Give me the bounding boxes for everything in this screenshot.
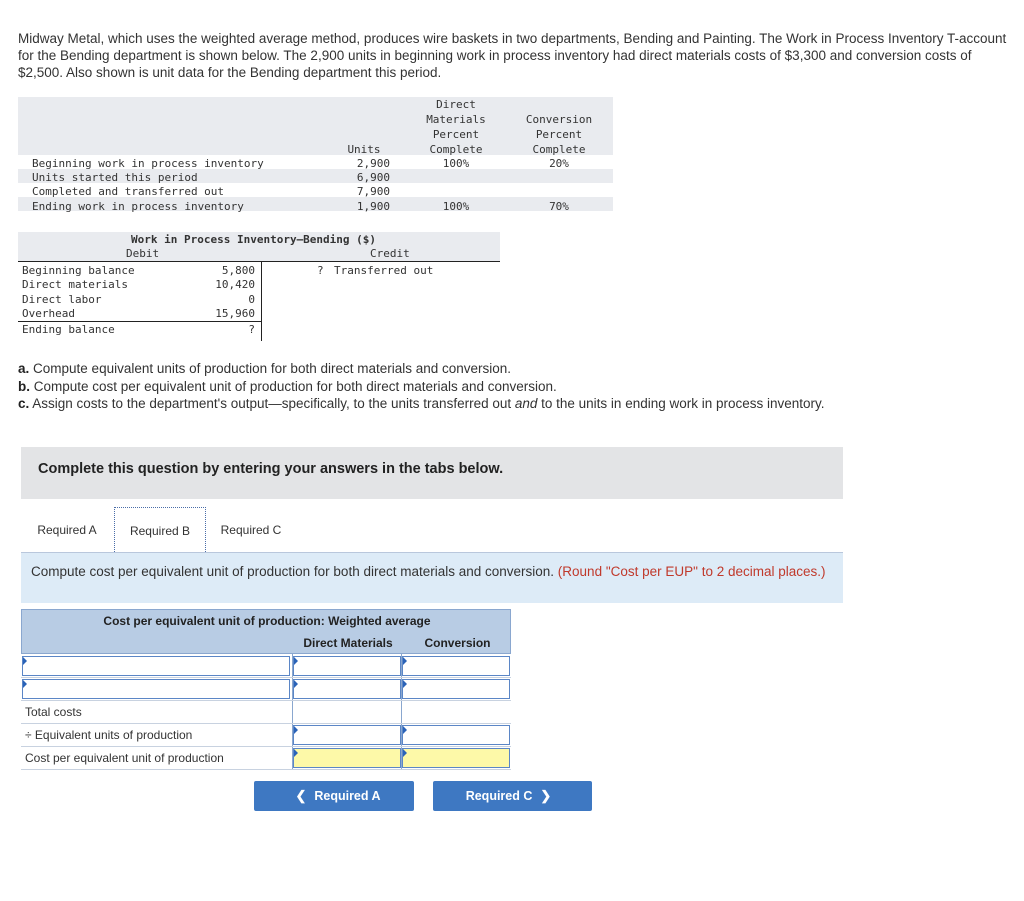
conv-header-line: Conversion: [525, 113, 593, 126]
rounding-note: (Round "Cost per EUP" to 2 decimal places.): [557, 564, 826, 579]
task-a-text: Compute equivalent units of production for both direct materials and conversion.: [33, 361, 512, 376]
task-c-text-end: to the units in ending work in process inventory.: [537, 396, 825, 411]
debit-value: 0: [248, 293, 255, 306]
conversion-eup-input[interactable]: [402, 725, 510, 745]
instruction-panel: [21, 553, 843, 603]
debit-label: Beginning balance: [22, 264, 135, 277]
task-c-tag: c.: [18, 396, 30, 411]
row-dm-percent: 100%: [442, 157, 470, 170]
debit-label: Overhead: [22, 307, 75, 320]
row-label: Units started this period: [32, 171, 198, 184]
tab-required-c[interactable]: Required C: [220, 523, 282, 537]
task-c-emphasis: and: [514, 396, 538, 411]
chevron-left-icon: ❮: [295, 788, 307, 803]
conversion-cost-input[interactable]: [402, 656, 510, 676]
t-account-top-rule: [18, 261, 500, 262]
t-account-balance-rule: [18, 321, 261, 322]
instruction-text: [31, 564, 831, 580]
dm-cost-input[interactable]: [293, 656, 401, 676]
input-marker-icon: [294, 726, 298, 734]
row-label-input[interactable]: [22, 679, 290, 699]
ending-balance-value: ?: [248, 323, 255, 336]
input-marker-icon: [294, 680, 298, 688]
row-label-input[interactable]: [22, 656, 290, 676]
dm-header: [413, 97, 499, 157]
equivalent-units-label: ÷ Equivalent units of production: [25, 728, 193, 742]
dm-header-line: Direct: [436, 98, 476, 111]
cost-table-header: [21, 609, 511, 654]
task-a: [18, 360, 918, 378]
task-b-text: Compute cost per equivalent unit of production for both direct materials and conversion.: [33, 378, 557, 394]
row-units: 2,900: [356, 157, 390, 170]
ending-balance-label: Ending balance: [22, 323, 115, 336]
input-marker-icon: [294, 749, 298, 757]
task-b-tag: b.: [18, 378, 30, 394]
credit-label: Transferred out: [334, 264, 434, 277]
input-marker-icon: [23, 680, 27, 688]
row-units: 1,900: [356, 200, 390, 213]
problem-intro: Midway Metal, which uses the weighted average method, produces wire baskets in two departments, Bending and Painting. The Work in Process Inventory T-account for the Bending department is shown below. The 2,900 units in beginning work in process inventory had direct materials costs of $3,300 and conversion costs of $2,500. Also shown is unit data for the Bending department this period.: [18, 31, 1007, 80]
cost-per-eup-table: [21, 609, 511, 771]
task-c: [18, 395, 918, 413]
debit-value: 5,800: [221, 264, 255, 277]
conv-header: [516, 112, 602, 157]
units-data-table: [18, 97, 613, 215]
task-c-text: Assign costs to the department's output—specifically, to the units transferred out: [32, 396, 515, 411]
conversion-cost-input[interactable]: [402, 679, 510, 699]
dm-cost-input[interactable]: [293, 679, 401, 699]
input-marker-icon: [294, 657, 298, 665]
row-conv-percent: 70%: [549, 200, 569, 213]
prev-required-a-button[interactable]: [254, 781, 414, 811]
task-b: [18, 378, 918, 396]
credit-header: Credit: [370, 247, 410, 260]
conv-header-line: Complete: [532, 143, 586, 156]
debit-label: Direct labor: [22, 293, 102, 306]
total-costs-label: Total costs: [25, 705, 82, 719]
conversion-cost-per-eup-input[interactable]: [402, 748, 510, 768]
instructions-banner: [21, 447, 843, 499]
input-marker-icon: [403, 749, 407, 757]
dm-eup-input[interactable]: [293, 725, 401, 745]
tab-required-b[interactable]: Required B: [114, 507, 206, 554]
col-conversion: Conversion: [424, 636, 491, 650]
input-marker-icon: [23, 657, 27, 665]
t-account-title: Work in Process Inventory—Bending ($): [131, 233, 377, 246]
next-required-c-button[interactable]: [433, 781, 592, 811]
dm-header-line: Percent: [432, 128, 480, 141]
credit-value: ?: [317, 264, 324, 277]
debit-header: Debit: [126, 247, 160, 260]
chevron-right-icon: ❯: [540, 788, 552, 803]
row-label: Beginning work in process inventory: [32, 157, 264, 170]
debit-value: 10,420: [215, 278, 255, 291]
table-row: [21, 701, 511, 724]
row-dm-percent: 100%: [442, 200, 470, 213]
prev-button-label: Required A: [314, 789, 381, 803]
input-marker-icon: [403, 657, 407, 665]
row-label: Completed and transferred out: [32, 185, 225, 198]
tab-required-a[interactable]: Required A: [37, 523, 97, 537]
banner-text: Complete this question by entering your answers in the tabs below.: [38, 461, 504, 477]
debit-value: 15,960: [215, 307, 255, 320]
t-account-bending: [18, 232, 503, 342]
row-conv-percent: 20%: [549, 157, 569, 170]
instruction-main: Compute cost per equivalent unit of production for both direct materials and conversion.: [31, 564, 558, 579]
cost-table-title: Cost per equivalent unit of production: Weighted average: [103, 614, 431, 628]
input-marker-icon: [403, 726, 407, 734]
row-label: Ending work in process inventory: [32, 200, 244, 213]
dm-cost-per-eup-input[interactable]: [293, 748, 401, 768]
dm-header-line: Materials: [426, 113, 486, 126]
dm-header-line: Complete: [429, 143, 483, 156]
col-direct-materials: Direct Materials: [303, 636, 393, 650]
t-account-divider: [261, 261, 262, 341]
task-list: [18, 360, 918, 413]
next-button-label: Required C: [465, 789, 533, 803]
row-units: 6,900: [356, 171, 390, 184]
units-header: Units: [347, 143, 381, 156]
debit-label: Direct materials: [22, 278, 128, 291]
row-units: 7,900: [356, 185, 390, 198]
input-marker-icon: [403, 680, 407, 688]
conv-header-line: Percent: [535, 128, 583, 141]
cost-per-eup-label: Cost per equivalent unit of production: [25, 751, 224, 765]
task-a-tag: a.: [18, 361, 30, 376]
